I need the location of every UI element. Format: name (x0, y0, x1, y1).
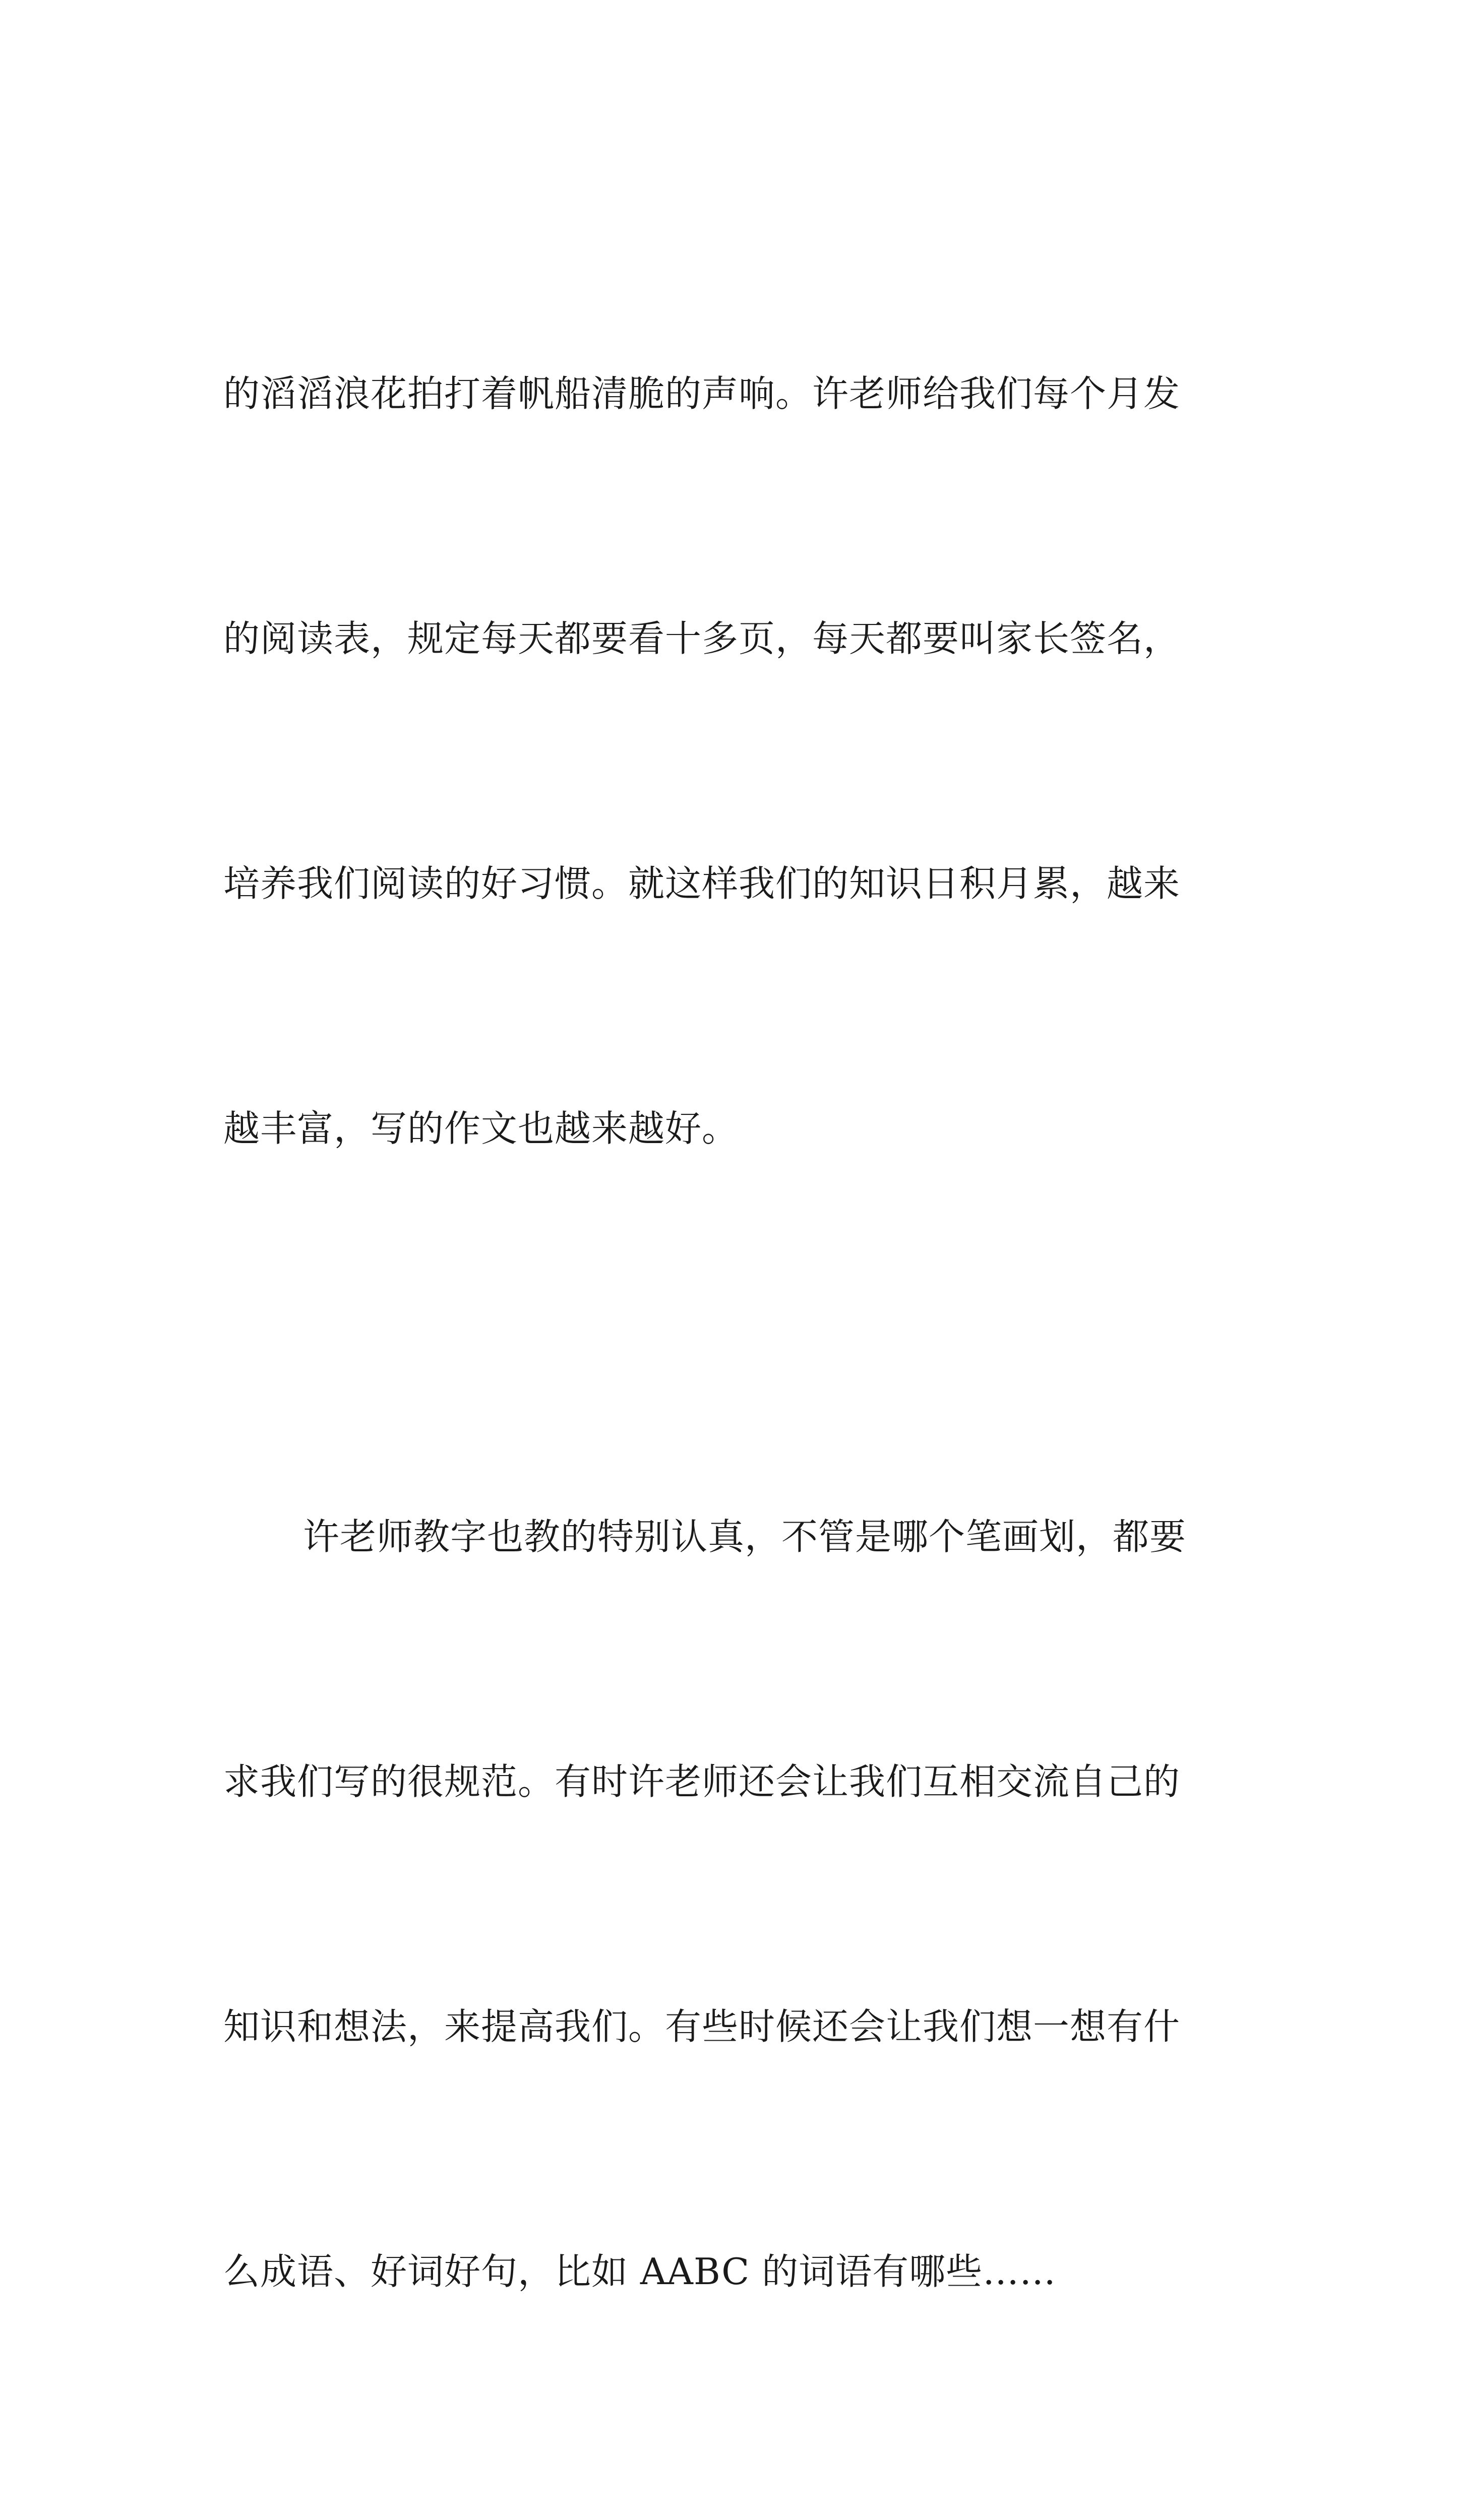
text-line: 的滔滔浪花拍打着帆船清脆的声响。许老师给我们每个月发 (223, 372, 1181, 415)
text-line: 许老师教字也教的特别认真，不管是哪个笔画划，都要 (303, 1516, 1187, 1558)
text-line: 求我们写的很规范。有时许老师还会让我们互相交流自己的 (223, 1760, 1181, 1803)
text-line: 越丰富，写的作文也越来越好。 (223, 1107, 739, 1150)
document-body (223, 190, 1244, 2520)
text-line: 的阅读表，规定每天都要看十多页，每天都要叫家长签名， (223, 617, 1181, 660)
text-line: 么成语、好词好句，比如 AABC 的词语有哪些…… (223, 2250, 1057, 2293)
text-line: 培养我们阅读的好习惯。就这样我们的知识日积月累，越来 (223, 862, 1181, 905)
paragraph-continuation (223, 190, 1244, 1333)
paragraph-teaching-writing (223, 1333, 1244, 2476)
paragraph-admiration (223, 2476, 1244, 2520)
text-line: 知识和想法，来提高我们。有些时候还会让我们想一想有什 (223, 2005, 1181, 2048)
